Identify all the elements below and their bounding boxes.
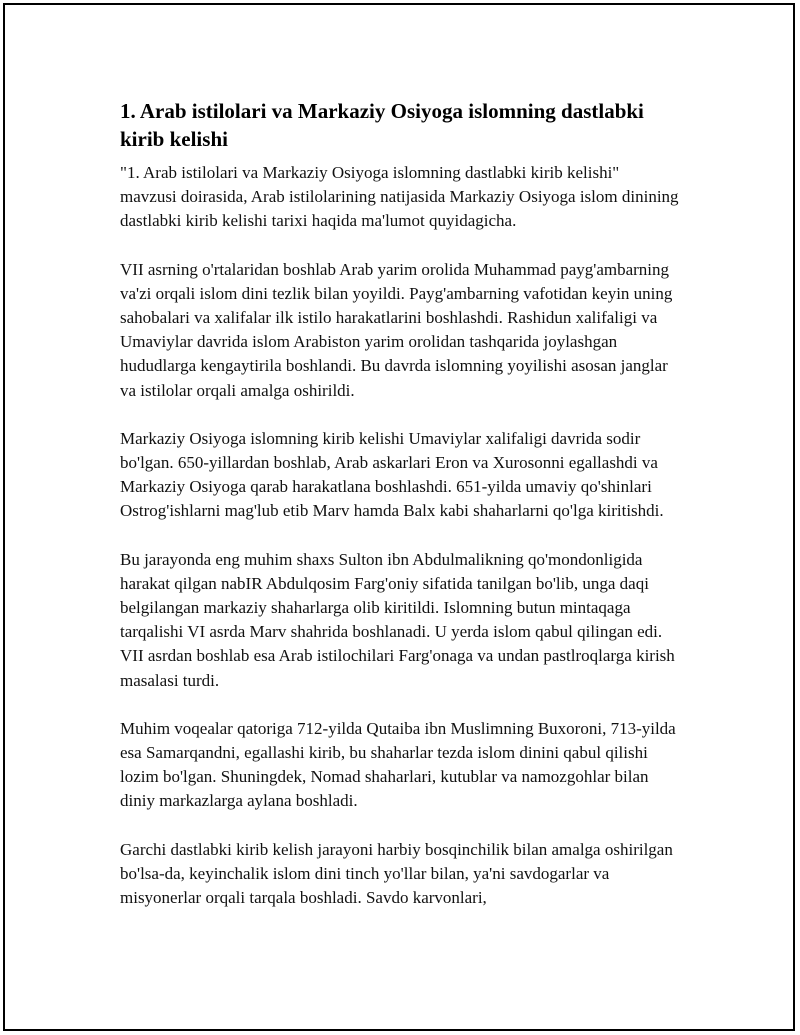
document-body xyxy=(120,97,680,934)
document-title: 1. Arab istilolari va Markaziy Osiyoga islomning dastlabki kirib kelishi xyxy=(120,99,644,151)
paragraph: Garchi dastlabki kirib kelish jarayoni harbiy bosqinchilik bilan amalga oshirilgan bo'lsa-da, keyinchalik islom dini tinch yo'llar bilan, ya'ni savdogarlar va misyonerlar orqali tarqala boshladi. Savdo karvonlari, xyxy=(120,839,673,908)
paragraph: Bu jarayonda eng muhim shaxs Sulton ibn Abdulmalikning qo'mondonligida harakat qilgan nabIR Abdulqosim Farg'oniy sifatida tanilgan bo'lib, unga daqi belgilangan markaziy shaharlarga olib kiritildi. Islomning butun mintaqaga tarqalishi VI asrda Marv shahrida boshlanadi. U yerda islom qabul qilingan edi. VII asrdan boshlab esa Arab istilochilari Farg'onaga va undan pastlroqlarga kirish masalasi turdi. xyxy=(120,549,675,690)
paragraph: VII asrning o'rtalaridan boshlab Arab yarim orolida Muhammad payg'ambarning va'zi orqali islom dini tezlik bilan yoyildi. Payg'ambarning vafotidan keyin uning sahobalari va xalifalar ilk istilo harakatlarini boshlashdi. Rashidun xalifaligi va Umaviylar davrida islom Arabiston yarim orolidan tashqarida joylashgan hududlarga kengaytirila boshlandi. Bu davrda islomning yoyilishi asosan janglar va istilolar orqali amalga oshirildi. xyxy=(120,259,673,400)
paragraph: Muhim voqealar qatoriga 712-yilda Qutaiba ibn Muslimning Buxoroni, 713-yilda esa Samarqandni, egallashi kirib, bu shaharlar tezda islom dinini qabul qilishi lozim bo'lgan. Shuningdek, Nomad shaharlari, kutublar va namozgohlar bilan diniy markazlarga aylana boshladi. xyxy=(120,718,676,811)
paragraph: Markaziy Osiyoga islomning kirib kelishi Umaviylar xalifaligi davrida sodir bo'lgan. 650-yillardan boshlab, Arab askarlari Eron va Xurosonni egallashdi va Markaziy Osiyoga qarab harakatlana boshlashdi. 651-yilda umaviy qo'shinlari Ostrog'ishlarni mag'lub etib Marv hamda Balx kabi shaharlarni qo'lga kiritishdi. xyxy=(120,428,664,521)
paragraph: "1. Arab istilolari va Markaziy Osiyoga islomning dastlabki kirib kelishi" mavzusi doirasida, Arab istilolarining natijasida Markaziy Osiyoga islom dinining dastlabki kirib kelishi tarixi haqida ma'lumot quyidagicha. xyxy=(120,163,679,231)
document-page xyxy=(3,3,795,1031)
